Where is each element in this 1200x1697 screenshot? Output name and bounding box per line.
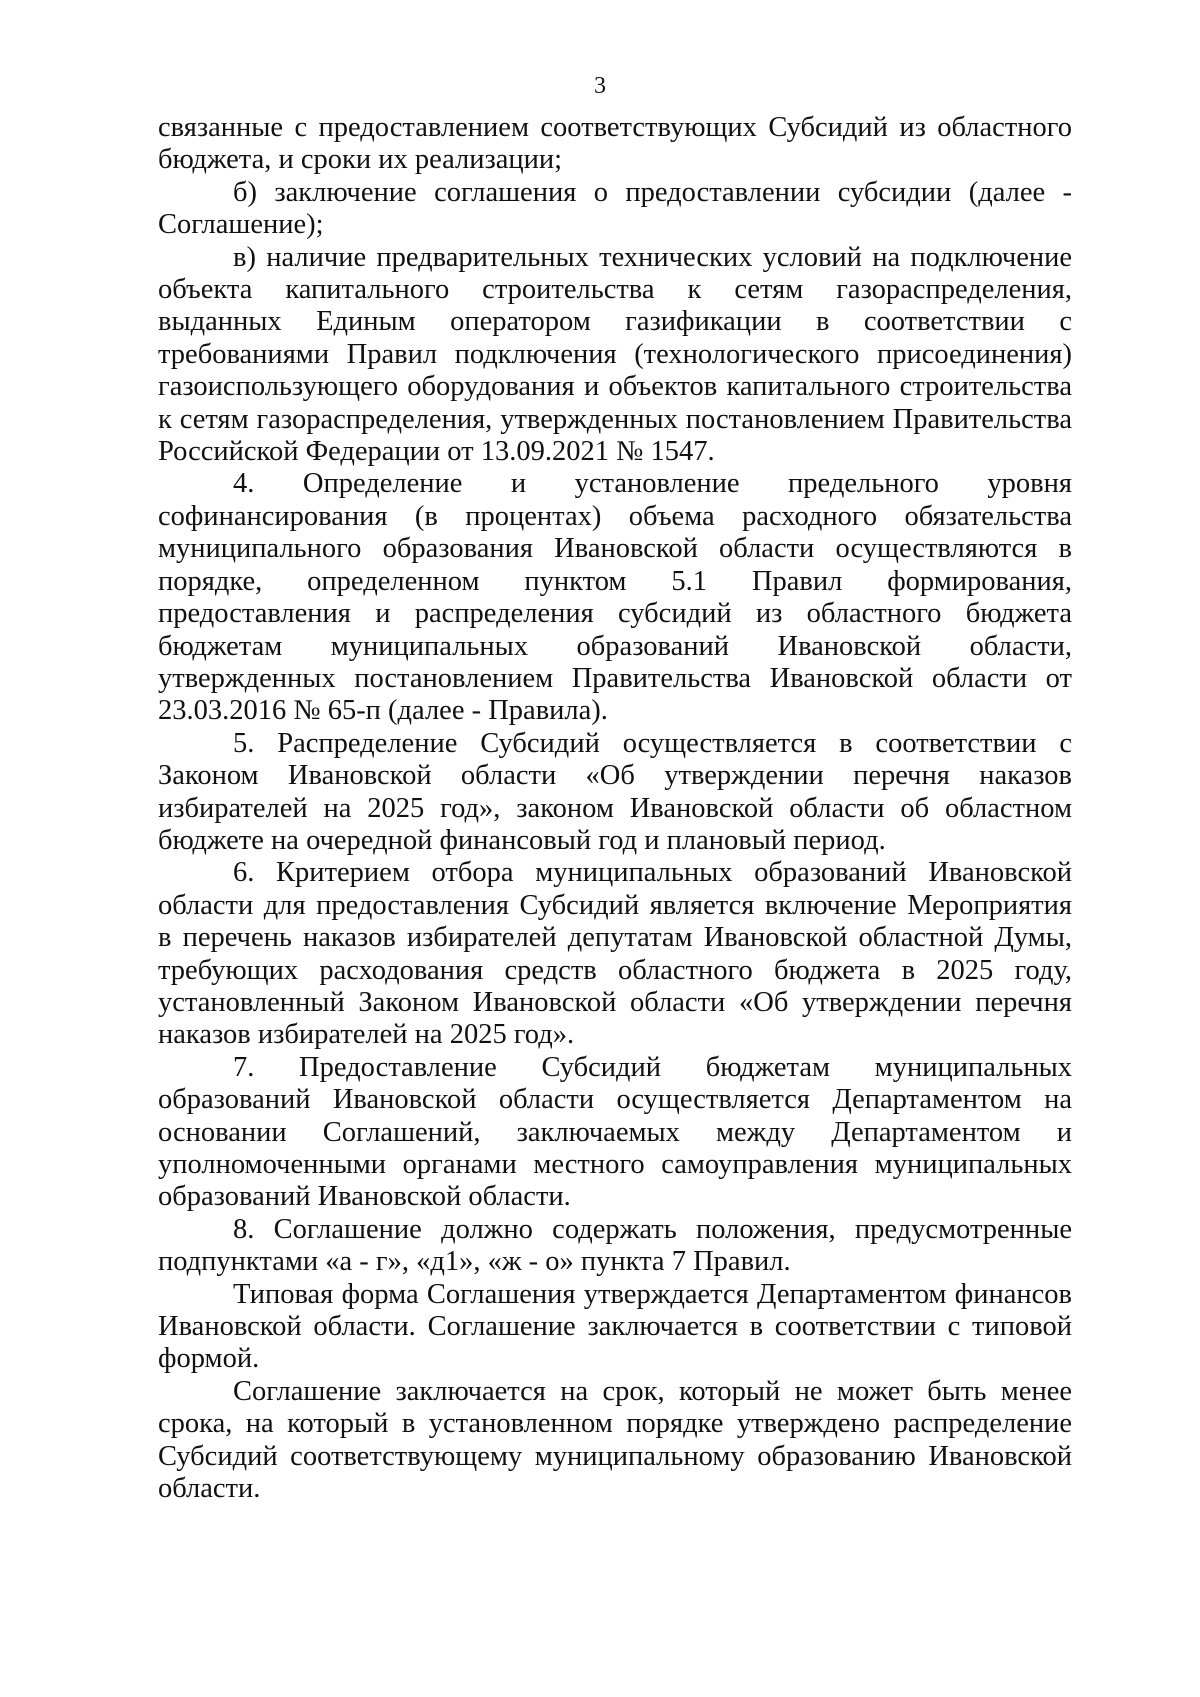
page-number: 3 — [594, 73, 606, 99]
paragraph-item-b: б) заключение соглашения о предоставлении субсидии (далее - Соглашение); — [158, 176, 1072, 241]
paragraph-agreement-term: Соглашение заключается на срок, который не может быть менее срока, на который в установленном порядке утверждено распределение Субсидий соответствующему муниципальному образованию Ивановской области. — [158, 1375, 1072, 1505]
paragraph-clause-7: 7. Предоставление Субсидий бюджетам муниципальных образований Ивановской области осуществляется Департаментом на основании Соглашений, заключаемых между Департаментом и уполномоченными органами местного самоуправления муниципальных образований Ивановской области. — [158, 1051, 1072, 1213]
paragraph-clause-4: 4. Определение и установление предельного уровня софинансирования (в процентах) объема расходного обязательства муниципального образования Ивановской области осуществляются в порядке, определенном пунктом 5.1 Правил формирования, предоставления и распределения субсидий из областного бюджета бюджетам муниципальных образований Ивановской области, утвержденных постановлением Правительства Ивановской области от 23.03.2016 № 65-п (далее - Правила). — [158, 468, 1072, 727]
paragraph-clause-8: 8. Соглашение должно содержать положения, предусмотренные подпунктами «а - г», «д1», «ж - о» пункта 7 Правил. — [158, 1213, 1072, 1278]
paragraph-clause-6: 6. Критерием отбора муниципальных образований Ивановской области для предоставления Субсидий является включение Мероприятия в перечень наказов избирателей депутатам Ивановской областной Думы, требующих расходования средств областного бюджета в 2025 году, установленный Законом Ивановской области «Об утверждении перечня наказов избирателей на 2025 год». — [158, 857, 1072, 1051]
paragraph-standard-form: Типовая форма Соглашения утверждается Департаментом финансов Ивановской области. Соглашение заключается в соответствии с типовой формой. — [158, 1278, 1072, 1375]
paragraph-continuation: связанные с предоставлением соответствующих Субсидий из областного бюджета, и сроки их реализации; — [158, 112, 1072, 176]
paragraph-item-v: в) наличие предварительных технических условий на подключение объекта капитального строительства к сетям газораспределения, выданных Единым оператором газификации в соответствии с требованиями Правил подключения (технологического присоединения) газоиспользующего оборудования и объектов капитального строительства к сетям газораспределения, утвержденных постановлением Правительства Российской Федерации от 13.09.2021 № 1547. — [158, 241, 1072, 468]
paragraph-clause-5: 5. Распределение Субсидий осуществляется в соответствии с Законом Ивановской области «Об утверждении перечня наказов избирателей на 2025 год», законом Ивановской области об областном бюджете на очередной финансовый год и плановый период. — [158, 727, 1072, 856]
document-body — [158, 112, 1072, 1505]
